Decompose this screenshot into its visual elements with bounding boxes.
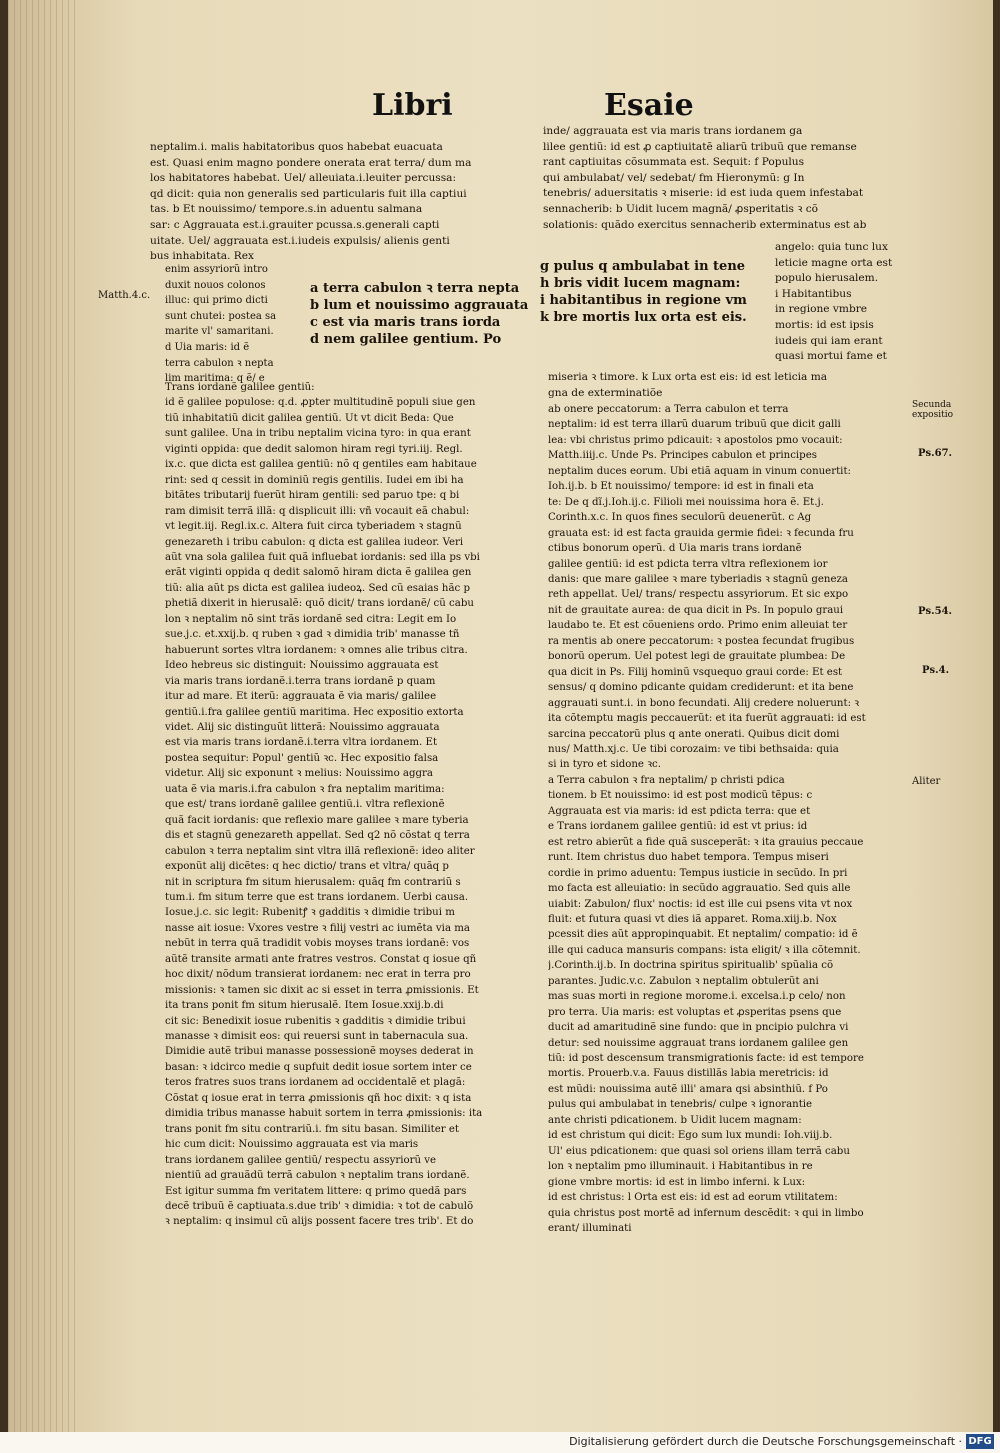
page-edges: [8, 0, 78, 1432]
margin-note-ps4: Ps.4.: [922, 665, 950, 676]
left-column-main: Trans iordanẽ galilee gentiũ: id ẽ galilee populose: q.d. ꝓpter multitudinẽ populi siue gen tiũ inhabitatiũ dicit galilea gentiũ. Ut vt dicit Beda: Que sunt galilee. Una in tribu neptalim vicina tyro: in qua erant viginti oppida: que dedit salomon hiram regi tyri.iij. Regl. ix.c. que dicta est galilea gentiũ: nõ q gentiles eam habitaue rint: sed q cessit in dominiũ regis gentilis. Iudei em ibi ha bitãtes tributarij fuerũt hiram gentili: sed paruo tpe: q bi ram dimisit terrã illã: q displicuit illi: vñ vocauit eã chabul: vt legit.iij. Regl.ix.c. Altera fuit circa tyberiadem ꝛ stagnũ genezareth i tribu cabulon: q dicta est galilea iudeor. Veri aũt vna sola galilea fuit quã influebat iordanis: sed illa ps vbi erãt viginti oppida q dedit salomõ hiram dicta ẽ galilea gen tiũ: alia aũt ps dicta est galilea iudeoꝝ. Sed cũ esaias hãc p phetiã dixerit in hierusalẽ: quõ dicit/ trans iordanẽ/ cũ cabu lon ꝛ neptalim nõ sint trãs iordanẽ sed citra: Legit em Io sue.j.c. et.xxij.b. q ruben ꝛ gad ꝛ dimidia trib' manasse tñ habuerunt sortes vltra iordanem: ꝛ omnes alie tribus citra. Ideo hebreus sic distinguit: Nouissimo aggrauata est via maris trans iordanẽ.i.terra trans iordanẽ p quam itur ad mare. Et iterũ: aggrauata ẽ via maris/ galilee gentiũ.i.fra galilee gentiũ maritima. Hec expositio extorta videt. Alij sic distinguũt litterã: Nouissimo aggrauata est via maris trans iordanẽ.i.terra vltra iordanem. Et postea sequitur: Popul' gentiũ ꝛc. Hec expositio falsa videtur. Alij sic exponunt ꝛ melius: Nouissimo aggra uata ẽ via maris.i.fra cabulon ꝛ fra neptalim maritima: que est/ trans iordanẽ galilee gentiũ.i. vltra reflexionẽ quã facit iordanis: que reflexio mare galilee ꝛ mare tyberia dis et stagnũ genezareth appellat. Sed q2 nõ cõstat q terra cabulon ꝛ terra neptalim sint vltra illã reflexionẽ: ideo aliter exponũt alij dicẽtes: q hec dictio/ trans et vltra/ quãq p nit in scriptura fm situm hierusalem: quãq fm contrariũ s tum.i. fm situm terre que est trans iordanem. Uerbi causa. Iosue.j.c. sic legit: Rubenitꝭ ꝛ gadditis ꝛ dimidie tribui m nasse ait iosue: Vxores vestre ꝛ filij vestri ac iumẽta via ma nebũt in terra quã tradidit vobis moyses trans iordanẽ: vos aũtẽ transite armati ante fratres vestros. Constat q iosue qñ hoc dixit/ nõdum transierat iordanem: nec erat in terra pro missionis: ꝛ tamen sic dixit ac si esset in terra ꝓmissionis. Et ita trans ponit fm situm hierusalẽ. Item Iosue.xxij.b.di cit sic: Benedixit iosue rubenitis ꝛ gadditis ꝛ dimidie tribui manasse ꝛ dimisit eos: qui reuersi sunt in tabernacula sua. Dimidie autẽ tribui manasse possessionẽ moyses dederat in basan: ꝛ idcirco medie q supfuit dedit iosue sortem inter ce teros fratres suos trans iordanem ad occidentalẽ et plagã: Cõstat q iosue erat in terra ꝓmissionis qñ hoc dixit: ꝛ q ista dimidia tribus manasse habuit sortem in terra ꝓmissionis: ita trans ponit fm situ contrariũ.i. fm situ basan. Similiter et hic cum dicit: Nouissimo aggrauata est via maris trans iordanem galilee gentiũ/ respectu assyriorũ ve nientiũ ad grauãdũ terrã cabulon ꝛ neptalim trans iordanẽ. Est igitur summa fm veritatem littere: q primo quedã pars decẽ tribuũ ẽ captiuata.s.due trib' ꝛ dimidia: ꝛ tot de cabulõ ꝛ neptalim: q insimul cũ alijs possent facere tres trib'. Et do: [165, 382, 483, 1228]
right-column-scripture: g pulus q ambulabat in tene h bris vidit lucem magnam: i habitantibus in regione vm k bre mortis lux orta est eis.: [540, 259, 747, 325]
margin-note-ps54: Ps.54.: [918, 606, 953, 617]
margin-note-aliter: Aliter: [912, 776, 941, 787]
margin-note-ps67: Ps.67.: [918, 448, 953, 459]
right-column-narrow: angelo: quia tunc lux leticie magne orta est populo hierusalem. i Habitantibus in regione vmbre mortis: id est ipsis iudeis qui iam erant quasi mortui fame et: [775, 241, 893, 363]
margin-note-secunda: Secunda expositio: [912, 400, 953, 420]
running-head-right: Esaie: [604, 88, 694, 123]
right-column-line: miseria ꝛ timore. k Lux orta est eis: id est leticia ma gna de exterminatiõe: [548, 371, 828, 399]
left-column-scripture: a terra cabulon ꝛ terra nepta b lum et nouissimo aggrauata c est via maris trans iorda d nem galilee gentium. Po: [310, 281, 529, 347]
right-column-main: ab onere peccatorum: a Terra cabulon et terra neptalim: id est terra illarũ duarum tribuũ que dicit galli lea: vbi christus primo pdicauit: ꝛ apostolos pmo vocauit: Matth.iiij.c. Unde Ps. Principes cabulon et principes neptalim duces eorum. Ubi etiã aquam in vinum conuertit: Ioh.ij.b. b Et nouissimo/ tempore: id est in finali eta te: De q dĩ.j.Ioh.ij.c. Filioli mei nouissima hora ẽ. Et.j. Corinth.x.c. In quos fines seculorũ deuenerũt. c Ag grauata est: id est facta grauida germie fidei: ꝛ fecunda fru ctibus bonorum operũ. d Uia maris trans iordanẽ galilee gentiũ: id est pdicta terra vltra reflexionem ior danis: que mare galilee ꝛ mare tyberiadis ꝛ stagnũ geneza reth appellat. Uel/ trans/ respectu assyriorum. Et sic expo nit de grauitate aurea: de qua dicit in Ps. In populo graui laudabo te. Et est cõueniens ordo. Primo enim alleuiat ter ra mentis ab onere peccatorum: ꝛ postea fecundat frugibus bonorũ operum. Uel potest legi de grauitate plumbea: De qua dicit in Ps. Filij hominũ vsquequo graui corde: Et est sensus/ q domino pdicante quidam crediderunt: et ita bene aggrauati sunt.i. in bono fecundati. Alij credere noluerunt: ꝛ ita cõtemptu magis peccauerũt: et ita fuerũt aggrauati: id est sarcina peccatorũ plus q ante onerati. Quibus dicit domi nus/ Matth.xj.c. Ue tibi corozaim: ve tibi bethsaida: quia si in tyro et sidone ꝛc. a Terra cabulon ꝛ fra neptalim/ p christi pdica tionem. b Et nouissimo: id est post modicũ tẽpus: c Aggrauata est via maris: id est pdicta terra: que et e Trans iordanem galilee gentiũ: id est vt prius: id est retro abierũt a fide quã susceperãt: ꝛ ita grauius peccaue runt. Item christus duo habet tempora. Tempus miseri cordie in primo aduentu: Tempus iusticie in secũdo. In pri mo facta est alleuiatio: in secũdo aggrauatio. Sed quis alle uiabit: Zabulon/ flux' noctis: id est ille cui psens vita vt nox fluit: et futura quasi vt dies iã apparet. Roma.xiij.b. Nox pcessit dies aũt appropinquabit. Et neptalim/ compatio: id ẽ ille qui caduca mansuris compans: ista eligit/ ꝛ illa cõtemnit. j.Corinth.ij.b. In doctrina spiritus spiritualib' spũalia cõ parantes. Judic.v.c. Zabulon ꝛ neptalim obtulerũt ani mas suas morti in regione morome.i. excelsa.i.p celo/ non pro terra. Uia maris: est voluptas et ꝓsperitas psens que ducit ad amaritudinẽ sine fundo: que in pncipio pulchra vi detur: sed nouissime aggrauat trans iordanem galilee gen tiũ: id post descensum transmigrationis facte: id est tempore mortis. Prouerb.v.a. Fauus distillãs labia meretricis: id est mũdi: nouissima autẽ illi' amara qsi absinthiũ. f Po pulus qui ambulabat in tenebris/ culpe ꝛ ignorantie ante christi pdicationem. b Uidit lucem magnam: id est christum qui dicit: Ego sum lux mundi: Ioh.viij.b. Ul' eius pdicationem: que quasi sol oriens illam terrã cabu lon ꝛ neptalim pmo illuminauit. i Habitantibus in re gione vmbre mortis: id est in limbo inferni. k Lux: id est christus: l Orta est eis: id est ad eorum vtilitatem: quia christus post mortẽ ad infernum descẽdit: ꝛ qui in limbo erant/ illuminati: [548, 404, 866, 1235]
footer-credit: Digitalisierung gefördert durch die Deutsche Forschungsgemeinschaft ·: [569, 1435, 962, 1448]
dfg-logo: DFG: [966, 1434, 994, 1449]
right-column-top: inde/ aggrauata est via maris trans iordanem ga lilee gentiũ: id est ꝓ captiuitatẽ aliarũ tribuũ que remanse rant captiuitas cõsummata est. Sequit: f Populus qui ambulabat/ vel/ sedebat/ fm Hieronymũ: g In tenebris/ aduersitatis ꝛ miserie: id est iuda quem infestabat sennacherib: b Uidit lucem magnã/ ꝓsperitatis ꝛ cõ solationis: quãdo exercitus sennacherib exterminatus est ab: [543, 125, 867, 231]
left-column-top: neptalim.i. malis habitatoribus quos habebat euacuata est. Quasi enim magno pondere onerata erat terra/ dum ma los habitatores habebat. Uel/ alleuiata.i.leuiter percussa: qd dicit: quia non generalis sed particularis fuit illa captiui tas. b Et nouissimo/ tempore.s.in aduentu salmana sar: c Aggrauata est.i.grauiter pcussa.s.generali capti uitate. Uel/ aggrauata est.i.iudeis expulsis/ alienis genti bus inhabitata. Rex: [150, 141, 472, 263]
running-head-left: Libri: [372, 88, 453, 123]
margin-note-matth: Matth.4.c.: [98, 290, 151, 301]
left-column-narrow: enim assyriorũ intro duxit nouos colonos illuc: qui primo dicti sunt chutei: postea sa marite vl' samaritani. d Uia maris: id ẽ terra cabulon ꝛ nepta lim maritima: q ẽ/ e: [165, 264, 277, 385]
